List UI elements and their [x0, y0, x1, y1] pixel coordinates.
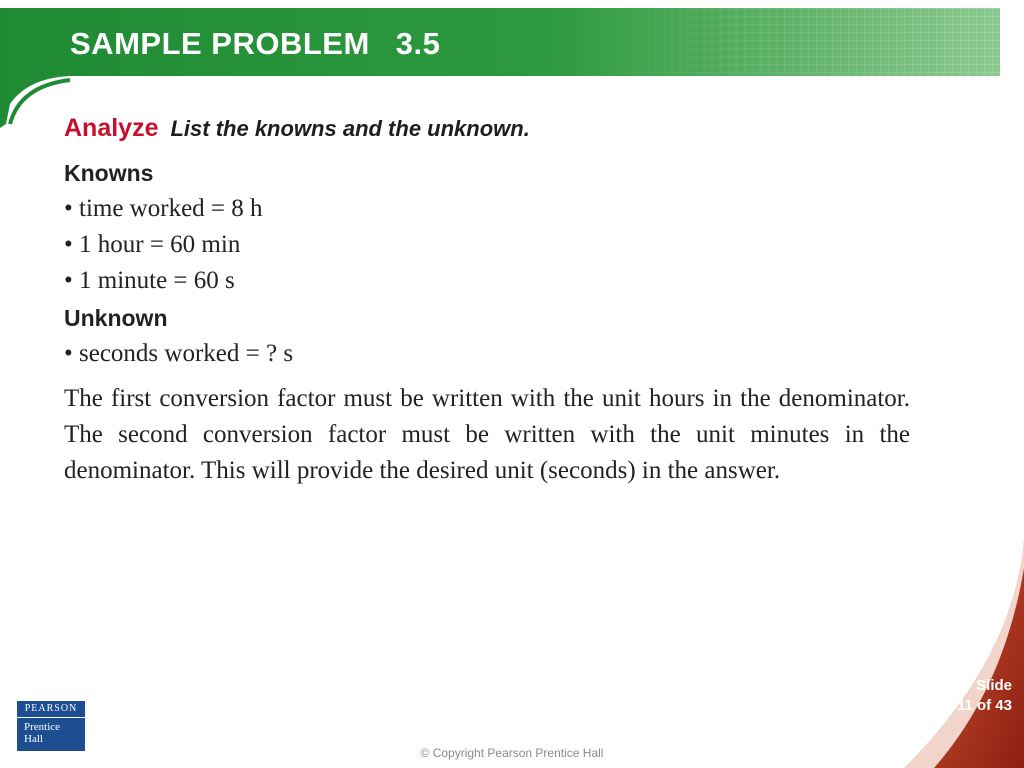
logo-line-hall: Hall: [24, 733, 43, 745]
unknown-item: • seconds worked = ? s: [64, 340, 294, 367]
header-band: [0, 0, 1000, 118]
analyze-instruction: List the knowns and the unknown.: [170, 116, 530, 141]
logo-pearson-text: PEARSON: [17, 701, 85, 718]
known-item: • 1 hour = 60 min: [64, 231, 241, 258]
pearson-logo: [17, 701, 85, 751]
analyze-label: Analyze: [64, 114, 159, 142]
slide-word: Slide: [976, 677, 1012, 694]
copyright-notice: © Copyright Pearson Prentice Hall: [420, 746, 604, 760]
unknown-heading: Unknown: [64, 305, 168, 331]
explanation-paragraph: The first conversion factor must be written with the unit hours in the denominator. The second conversion factor must be written with the unit minutes in the denominator. This will provide the desired unit (seconds) in the answer.: [64, 385, 910, 484]
logo-prentice-hall: [24, 721, 60, 745]
known-item: • 1 minute = 60 s: [64, 267, 235, 294]
problem-number: 3.5: [395, 26, 441, 61]
header-background: [0, 0, 1000, 130]
slide-title: [70, 26, 440, 62]
analyze-line: [64, 114, 530, 143]
corner-decoration: [824, 538, 1024, 768]
known-item: • time worked = 8 h: [64, 195, 263, 222]
slide-counter: [957, 676, 1012, 716]
logo-line-prentice: Prentice: [24, 721, 61, 733]
slide-count: 11 of 43: [956, 697, 1012, 714]
knowns-heading: Knowns: [64, 160, 154, 186]
title-text: SAMPLE PROBLEM: [70, 26, 370, 61]
